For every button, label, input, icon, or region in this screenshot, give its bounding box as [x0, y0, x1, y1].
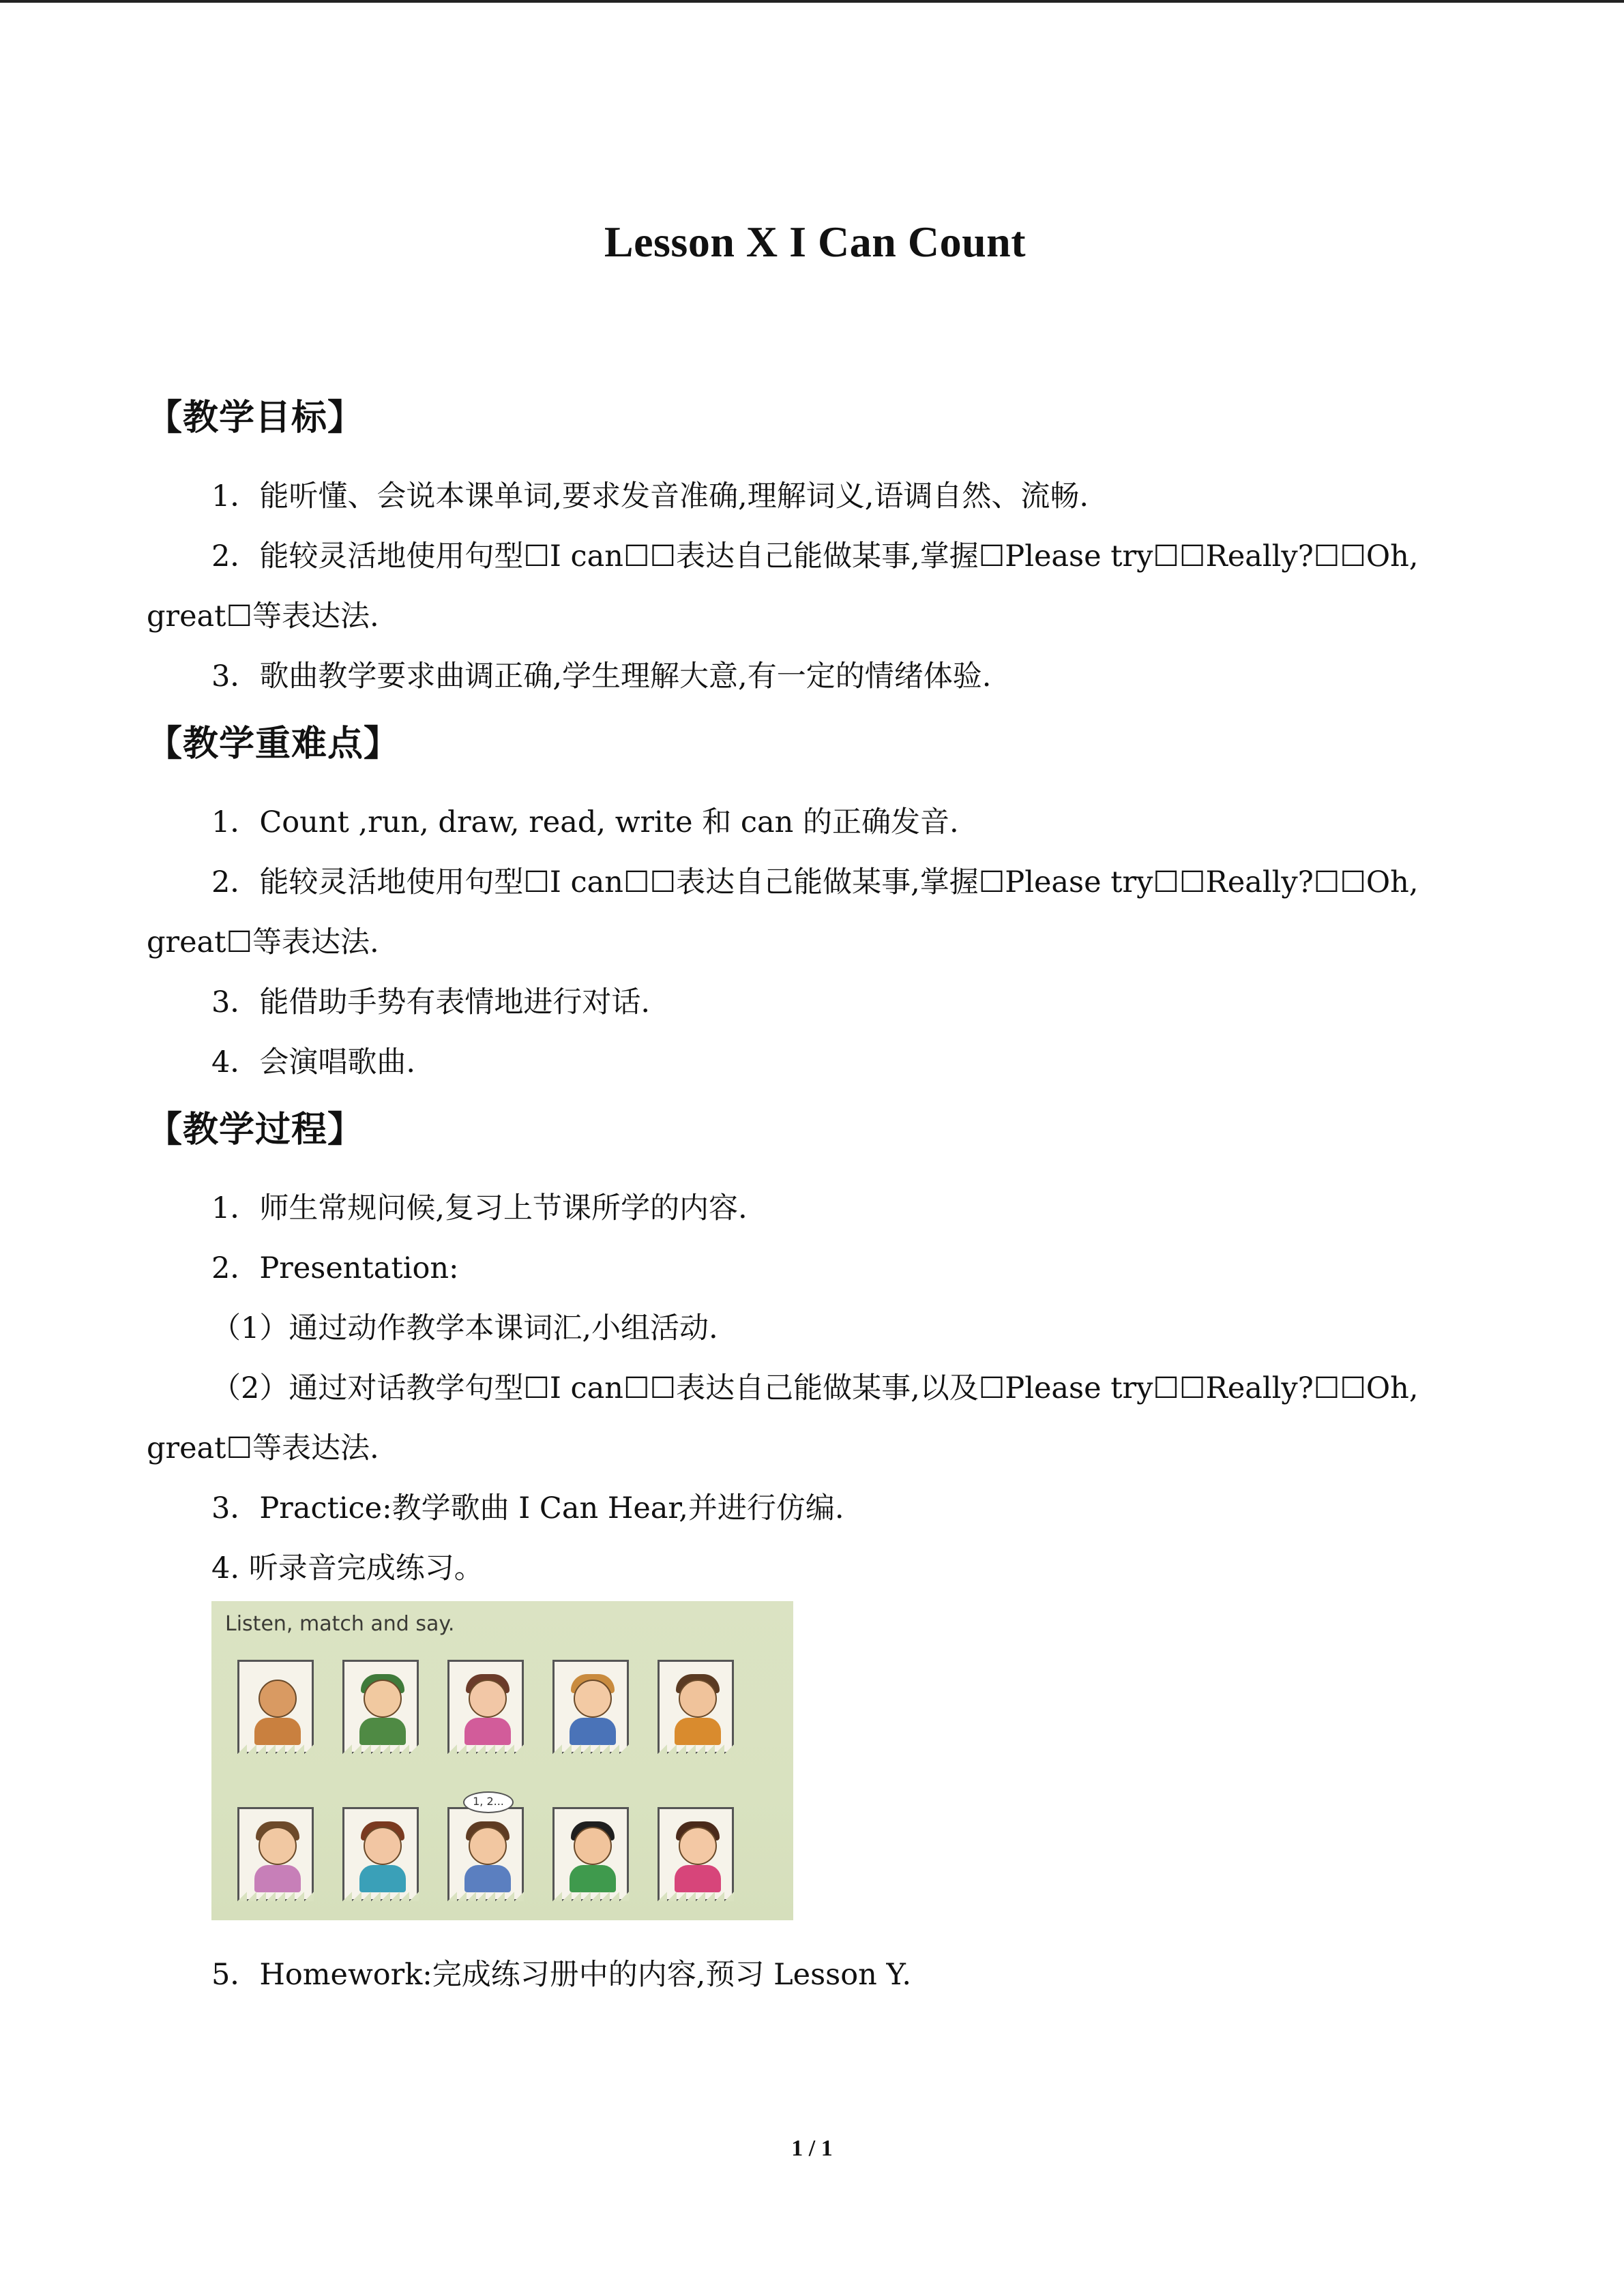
boy-body-icon	[570, 1865, 616, 1892]
exercise-illustration	[211, 1601, 793, 1920]
mouse-body-icon	[254, 1718, 301, 1745]
boy-face-icon	[574, 1827, 612, 1865]
process-item-4: 4. 听录音完成练习。	[211, 1551, 484, 1585]
process-item-5: 5．Homework:完成练习册中的内容,预习 Lesson Y.	[211, 1958, 911, 1992]
process-item-3: 3．Practice:教学歌曲 I Can Hear,并进行仿编.	[211, 1491, 844, 1525]
boy-face-icon	[259, 1827, 297, 1865]
document-page	[147, 0, 1490, 2296]
picture-card-boy-eat	[658, 1660, 734, 1754]
section-heading-process: 【教学过程】	[147, 1109, 364, 1150]
girl-face-icon	[679, 1827, 717, 1865]
boy-face-icon	[469, 1827, 507, 1865]
process-item-1: 1．师生常规问候,复习上节课所学的内容.	[211, 1191, 748, 1225]
objective-item-1: 1．能听懂、会说本课单词,要求发音准确,理解词义,语调自然、流畅.	[211, 479, 1089, 513]
section-heading-key-points: 【教学重难点】	[147, 724, 400, 764]
boy-face-icon	[574, 1680, 612, 1718]
process-subitem-1: （1）通过动作教学本课词汇,小组活动.	[211, 1311, 718, 1345]
picture-card-girl-wave	[447, 1660, 524, 1754]
boy-body-icon	[254, 1865, 301, 1892]
objective-item-2: 2．能较灵活地使用句型☐I can☐☐表达自己能做某事,掌握☐Please try☐☐Really?☐☐Oh, great☐等表达法.	[147, 539, 1419, 633]
key-point-item-1: 1．Count ,run, draw, read, write 和 can 的正确发音.	[211, 805, 959, 839]
key-point-item-3: 3．能借助手势有表情地进行对话.	[211, 985, 651, 1019]
girl-face-icon	[364, 1827, 402, 1865]
speech-bubble: 1, 2...	[463, 1791, 514, 1813]
picture-card-boy-run	[237, 1807, 314, 1901]
key-point-item-4: 4．会演唱歌曲.	[211, 1045, 416, 1079]
mouse-face-icon	[259, 1680, 297, 1718]
picture-card-boy-write	[552, 1807, 629, 1901]
boy-face-icon	[679, 1680, 717, 1718]
boy-body-icon	[359, 1718, 406, 1745]
boy-body-icon	[570, 1718, 616, 1745]
girl-body-icon	[359, 1865, 406, 1892]
boy-body-icon	[464, 1865, 511, 1892]
picture-card-girl-draw	[342, 1807, 419, 1901]
book-icon	[675, 1865, 721, 1892]
picture-card-boy-point	[552, 1660, 629, 1754]
figure-caption: Listen, match and say.	[225, 1612, 455, 1636]
boy-face-icon	[364, 1680, 402, 1718]
boy-body-icon	[675, 1718, 721, 1745]
document-title: Lesson X I Can Count	[604, 218, 1027, 266]
picture-card-boy-cap	[342, 1660, 419, 1754]
girl-body-icon	[464, 1718, 511, 1745]
section-heading-objectives: 【教学目标】	[147, 398, 364, 438]
process-subitem-2: （2）通过对话教学句型☐I can☐☐表达自己能做某事,以及☐Please try☐☐Really?☐☐Oh, great☐等表达法.	[147, 1371, 1419, 1465]
picture-card-boy-count	[447, 1795, 524, 1901]
picture-card-mouse	[237, 1660, 314, 1754]
process-item-2: 2．Presentation:	[211, 1251, 459, 1285]
picture-card-girl-read	[658, 1807, 734, 1901]
key-point-item-2: 2．能较灵活地使用句型☐I can☐☐表达自己能做某事,掌握☐Please try☐☐Really?☐☐Oh, great☐等表达法.	[147, 865, 1419, 959]
girl-face-icon	[469, 1680, 507, 1718]
objective-item-3: 3．歌曲教学要求曲调正确,学生理解大意,有一定的情绪体验.	[211, 659, 992, 694]
page-number: 1 / 1	[791, 2136, 833, 2161]
